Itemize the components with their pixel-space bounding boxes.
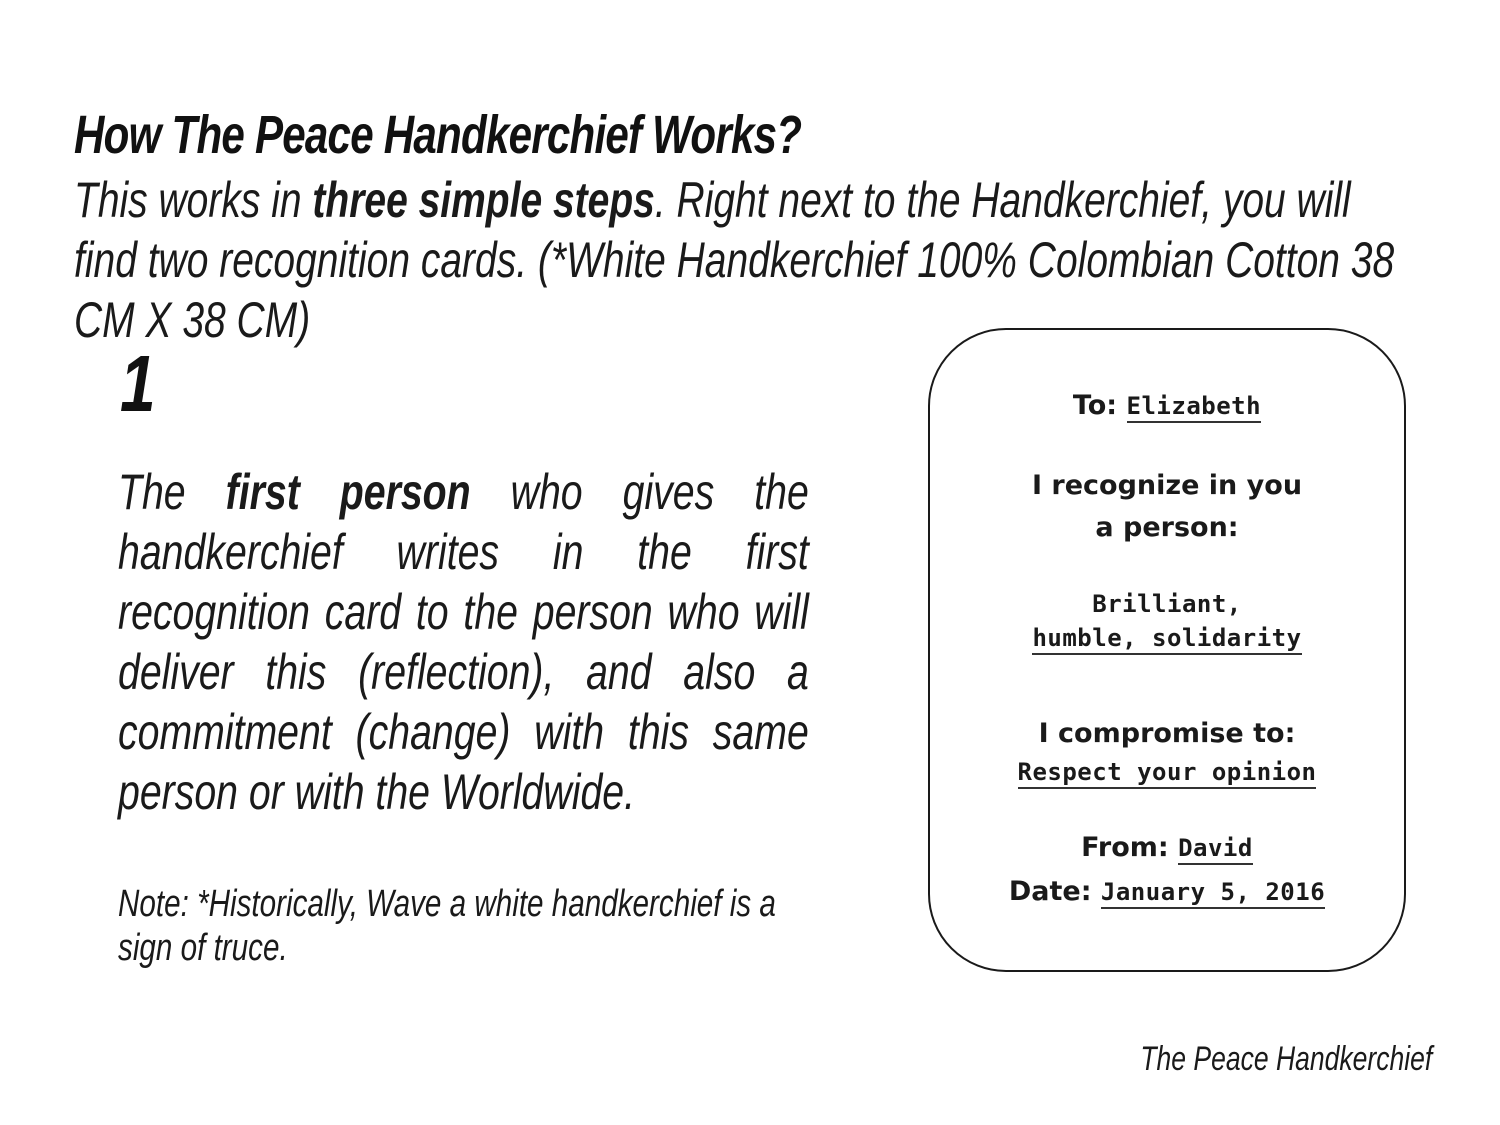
card-qualities-line2 <box>930 622 1404 655</box>
page-title: How The Peace Handkerchief Works? <box>74 105 802 165</box>
card-recognize-line1: I recognize in you <box>1031 470 1303 501</box>
footer-brand: The Peace Handkerchief <box>1140 1040 1432 1078</box>
card-to-value: Elizabeth <box>1127 392 1262 423</box>
intro-prefix: This works in <box>74 172 313 228</box>
card-qualities-line1 <box>930 588 1404 619</box>
card-compromise-label: I compromise to: <box>1038 718 1296 749</box>
card-recognize-line2: a person: <box>1095 512 1239 543</box>
intro-paragraph <box>74 170 1423 350</box>
step-number: 1 <box>120 339 156 428</box>
card-date-line <box>930 876 1404 909</box>
card-to-line <box>930 390 1404 423</box>
recognition-card <box>928 328 1406 972</box>
intro-suffix: . Right next to the Handkerchief, you will find two recognition cards. (*White Handkerchief 100% Colombian Cotton 38 CM X 38 CM) <box>74 172 1395 348</box>
card-date-value: January 5, 2016 <box>1101 878 1325 909</box>
card-compromise-value: Respect your opinion <box>1018 758 1317 789</box>
card-from-line <box>930 832 1404 865</box>
step-text-bold: first person <box>225 464 471 520</box>
step-text-suffix: who gives the handkerchief writes in the first recognition card to the person who will deliver this (reflection), and also a commitment (change) with this same person or with the Worldwide. <box>118 464 809 820</box>
step-description <box>118 462 809 822</box>
card-compromise-line <box>930 756 1404 789</box>
step-text-prefix: The <box>118 464 226 520</box>
card-from-label: From: <box>1081 832 1169 863</box>
intro-bold: three simple steps <box>312 172 655 228</box>
card-qualities-value1: Brilliant, <box>1092 590 1242 618</box>
note-text: Note: *Historically, Wave a white handkerchief is a sign of truce. <box>118 883 776 969</box>
card-from-value: David <box>1178 834 1253 865</box>
card-to-label: To: <box>1072 390 1118 421</box>
card-date-label: Date: <box>1008 876 1092 907</box>
card-qualities-value2: humble, solidarity <box>1032 624 1301 655</box>
